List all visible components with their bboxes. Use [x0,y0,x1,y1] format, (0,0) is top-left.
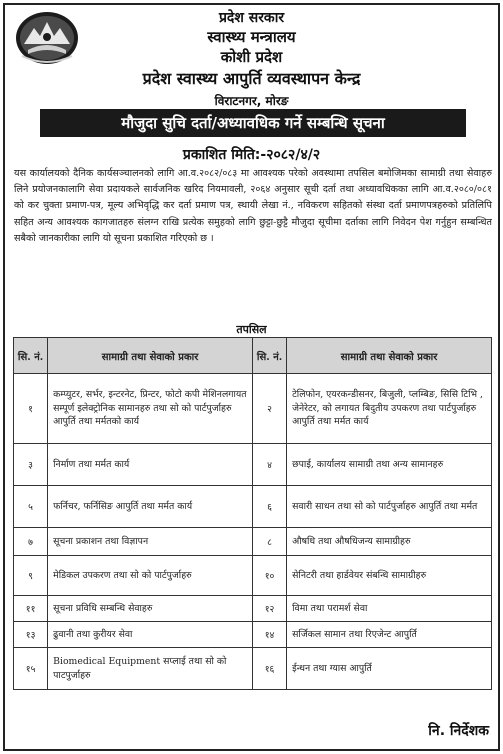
row-number: २ [252,374,286,444]
row-number: १५ [14,648,48,690]
header-office: प्रदेश स्वास्थ्य आपुर्ति व्यवस्थापन केन्द्र [142,69,361,88]
row-number: ८ [252,528,286,556]
table-row [14,596,492,622]
row-number: १३ [14,622,48,648]
row-number: ७ [14,528,48,556]
schedule-label: तपसिल [236,323,267,336]
row-item: विमा तथा परामर्श सेवा [287,596,492,622]
row-number: ६ [252,486,286,528]
row-item: फर्निचर, फर्निसिङ आपुर्ति तथा मर्मत कार्य [48,486,253,528]
row-number: १६ [252,648,286,690]
row-item: सवारी साधन तथा सो को पार्टपुर्जाहरु आपुर्ति तथा मर्मत [287,486,492,528]
row-item: मेडिकल उपकरण तथा सो को पार्टपुर्जाहरु [48,556,253,596]
row-item: सूचना प्रविधि सम्बन्धि सेवाहरु [48,596,253,622]
row-item: Biomedical Equipment सप्लाई तथा सो को पाटपुर्जाहरु [48,648,253,690]
row-number: १० [252,556,286,596]
table-header-item: सामाग्री तथा सेवाको प्रकार [287,338,492,374]
table-row [14,648,492,690]
header-location: विराटनगर, मोरङ [214,94,289,108]
row-number: १४ [252,622,286,648]
header-government: प्रदेश सरकार [218,10,285,26]
row-number: ५ [14,486,48,528]
row-item: निर्माण तथा मर्मत कार्य [48,444,253,486]
table-row [14,486,492,528]
table-row [14,556,492,596]
table-row [14,374,492,444]
header-ministry: स्वास्थ्य मन्त्रालय [207,28,296,46]
table-row [14,622,492,648]
table-header-row [14,338,492,374]
services-table [13,337,492,690]
row-item: सर्जिकल सामान तथा रिएजेन्ट आपुर्ति [287,622,492,648]
row-number: १२ [252,596,286,622]
header-province: कोशी प्रदेश [220,48,283,66]
table-row [14,444,492,486]
table-header-sn: सि. नं. [252,338,286,374]
notice-title-banner: मौजुदा सुचि दर्ता/अध्यावधिक गर्ने सम्बन्धि सूचना [40,109,466,137]
signature-designation: नि. निर्देशक [428,723,489,739]
row-number: १ [14,374,48,444]
notice-body: यस कार्यालयको दैनिक कार्यसञ्चालनको लागि आ.व.२०८२/०८३ मा आवश्यक परेको अवस्थामा तपसिल बमोजिमका सामाग्री तथा सेवाहरु लिने प्रयोजनकालागि सेवा प्रदायकले सार्वजनिक खरिद नियमावली, २०६४ अनुसार सूची दर्ता तथा अध्यावधिकका लागि आ.व.२०८०/०८१ को कर चुक्ता प्रमाण-पत्र, मूल्य अभिवृद्धि कर दर्ता प्रमाण पत्र, स्थायी लेखा नं., नविकरण सहितको संस्था दर्ता प्रमाणपत्रहरुको प्रतिलिपि सहित अन्य आवश्यक कागजातहरु संलग्न राखि प्रत्येक समुहको लागि छुट्टा-छुट्टै मौजुदा सूचीमा दर्ताका लागि निवेदन पेश गर्नुहुन सम्बन्धित सबैको जानकारीका लागि यो सूचना प्रकाशित गरिएको छ । [14,168,492,244]
row-item: टेलिफोन, एयरकन्डीसनर, बिजुली, प्लम्बिङ, सिसि टिभि , जेनेरेटर, को लगायत बिदुतीय उपकरण तथा पार्टपुर्जाहरु आपुर्ति तथा मर्मत कार्य [287,374,492,444]
row-item: कम्प्युटर, सर्भर, इन्टरनेट, प्रिन्टर, फोटो कपी मेशिनलगायत सम्पूर्ण इलेक्ट्रोनिक सामानहरु तथा सो को पार्टपुर्जाहरु आपुर्ति तथा मर्मतको कार्य [48,374,253,444]
row-number: ११ [14,596,48,622]
row-number: ९ [14,556,48,596]
table-header-item: सामाग्री तथा सेवाको प्रकार [48,338,253,374]
row-item: सूचना प्रकाशन तथा विज्ञापन [48,528,253,556]
table-row [14,528,492,556]
row-number: ४ [252,444,286,486]
row-item: ढुवानी तथा कुरीयर सेवा [48,622,253,648]
table-header-sn: सि. नं. [14,338,48,374]
row-item: सेनिटरी तथा हार्डवेयर संबन्धि सामाग्रीहरु [287,556,492,596]
row-item: छपाई, कार्यालय सामाग्री तथा अन्य सामानहरु [287,444,492,486]
row-item: ईन्धन तथा ग्यास आपुर्ति [287,648,492,690]
row-number: ३ [14,444,48,486]
row-item: औषधि तथा औषधिजन्य सामाग्रीहरु [287,528,492,556]
published-date: प्रकाशित मिति:-२०८२/४/२ [182,147,321,163]
